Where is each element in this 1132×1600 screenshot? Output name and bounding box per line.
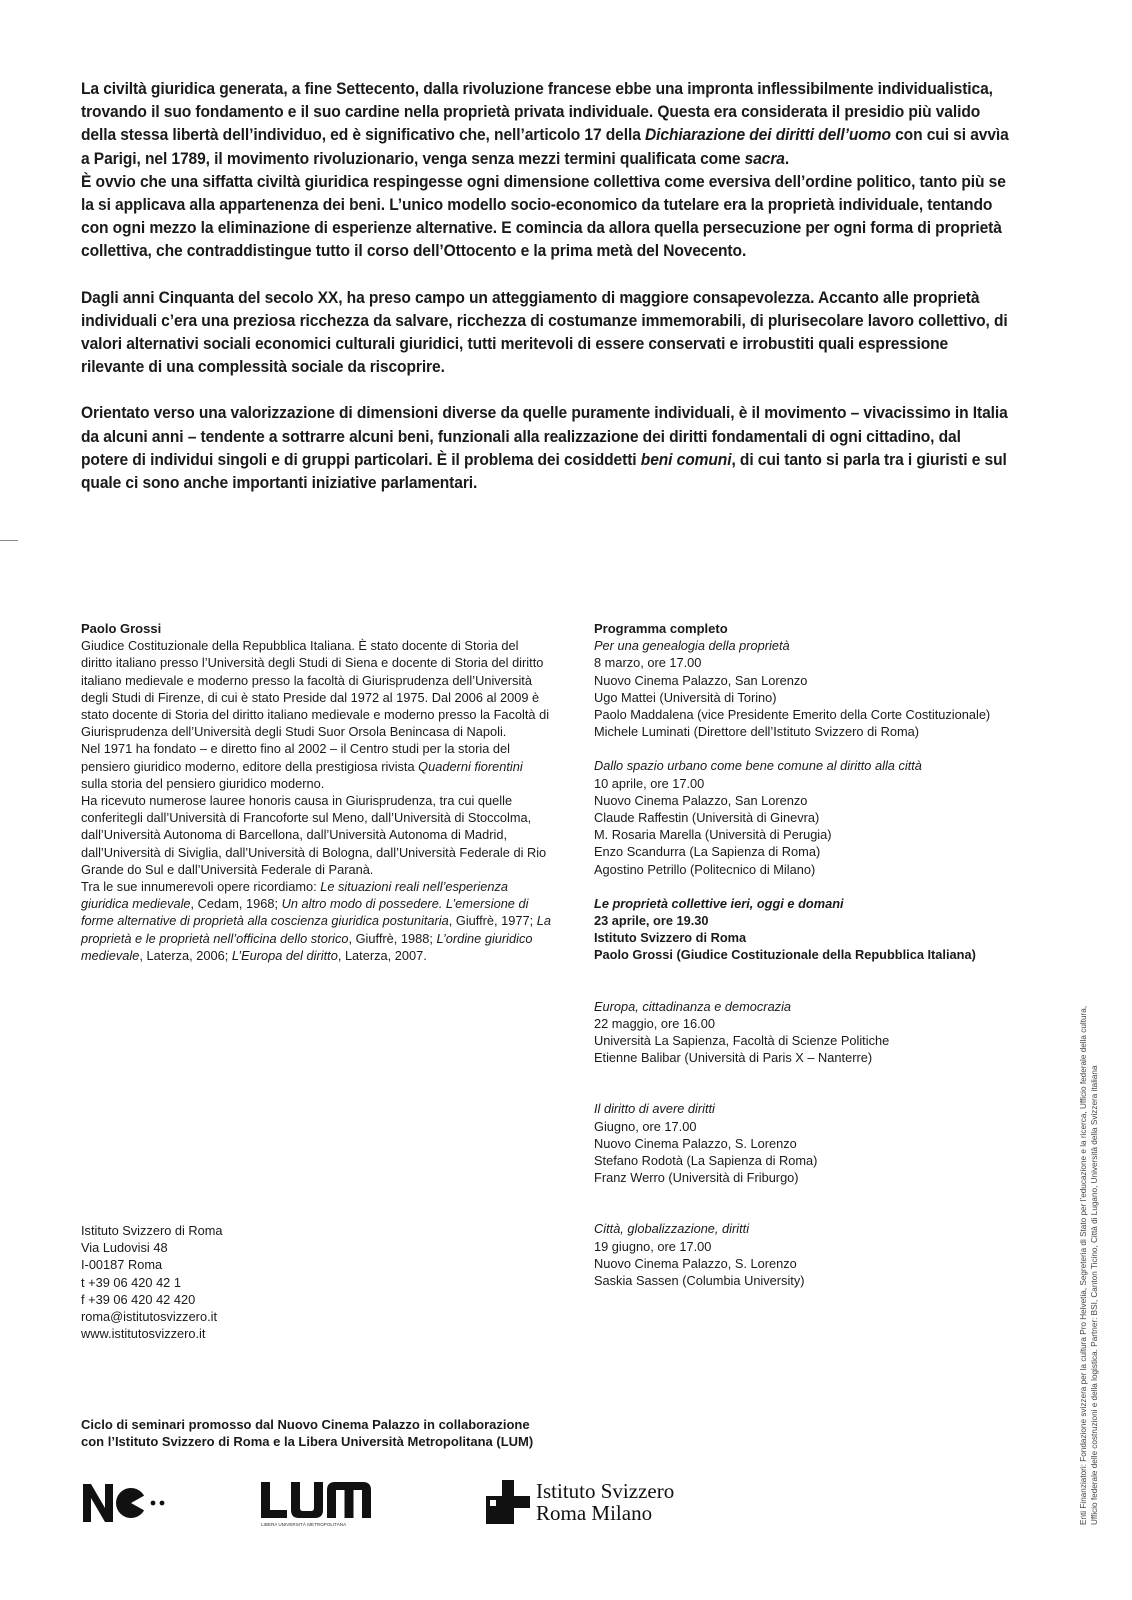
address-city: I-00187 Roma xyxy=(81,1257,163,1273)
event-date: 19 giugno, ore 17.00 xyxy=(594,1238,712,1254)
event-speaker: Etienne Balibar (Università di Paris X – Nanterre) xyxy=(594,1050,873,1066)
address-name: Istituto Svizzero di Roma xyxy=(81,1223,223,1238)
event-place: Università La Sapienza, Facoltà di Scienze Politiche xyxy=(594,1033,890,1049)
event-date: 23 aprile, ore 19.30 xyxy=(594,913,709,929)
event-place: Nuovo Cinema Palazzo, S. Lorenzo xyxy=(594,1255,797,1271)
event-place: Nuovo Cinema Palazzo, S. Lorenzo xyxy=(594,1135,797,1151)
event-speaker: Ugo Mattei (Università di Torino) xyxy=(594,689,777,705)
event-title: Dallo spazio urbano come bene comune al diritto alla città xyxy=(594,758,922,774)
event-speaker: Franz Werro (Università di Friburgo) xyxy=(594,1170,799,1186)
funding-credits xyxy=(1078,985,1100,1525)
event-speaker: Paolo Maddalena (vice Presidente Emerito della Corte Costituzionale) xyxy=(594,707,991,723)
program-event xyxy=(594,1100,1064,1186)
program-event xyxy=(594,1220,1064,1289)
partner-logos xyxy=(81,1478,761,1528)
address-email[interactable]: roma@istitutosvizzero.it xyxy=(81,1309,218,1325)
footer-line: Ciclo di seminari promosso dal Nuovo Cinema Palazzo in collaborazione xyxy=(81,1417,530,1432)
istituto-svizzero-name: Istituto Svizzero xyxy=(536,1479,675,1503)
credit-line: Ufficio federale delle costruzioni e della logistica. Partner: BSI, Canton Ticino, Città di Lugano, Università della Svizzera italiana xyxy=(1090,1065,1099,1525)
intro-paragraph-4: Orientato verso una valorizzazione di dimensioni diverse da quelle puramente individuali, è il movimento – vivacissimo in Italia da alcuni anni – tendente a sottrarre alcuni beni, funzionali alla realizzazione dei diritti fondamentali di ogni cittadino, dal potere di individui singoli e di gruppi particolari. È il problema dei cosiddetti beni comuni, di cui tanto si parla tra i giuristi e sul quale ci sono anche importanti iniziative parlamentari. xyxy=(81,404,1008,493)
program-event xyxy=(594,757,1064,877)
program xyxy=(594,620,1064,1289)
event-title: Città, globalizzazione, diritti xyxy=(594,1221,750,1237)
intro-paragraph-3: Dagli anni Cinquanta del secolo XX, ha preso campo un atteggiamento di maggiore consapevolezza. Accanto alle proprietà individuali c’era una preziosa ricchezza da salvare, ricchezza di costumanze immemorabili, di plurisecolare lavoro collettivo, di valori alternativi sociali economici culturali giuridici, tutti meritevoli di essere conservati e irrobustiti quali espressione rilevante di una complessità sociale da riscoprire. xyxy=(81,288,1008,377)
event-speaker: Michele Luminati (Direttore dell’Istituto Svizzero di Roma) xyxy=(594,724,920,740)
event-speaker: Agostino Petrillo (Politecnico di Milano) xyxy=(594,861,816,877)
event-title: Europa, cittadinanza e democrazia xyxy=(594,998,792,1014)
intro-paragraph-1: La civiltà giuridica generata, a fine Settecento, dalla rivoluzione francese ebbe una impronta inflessibilmente individualistica, trovando il suo fondamento e il suo cardine nella proprietà privata individuale. Questa era considerata il presidio più valido della stessa libertà dell’individuo, ed è significativo che, nell’articolo 17 della Dichiarazione dei diritti dell’uomo con cui si avvìa a Parigi, nel 1789, il movimento rivoluzionario, venga senza mezzi termini qualificata come sacra. xyxy=(81,80,1009,168)
event-date: 10 aprile, ore 17.00 xyxy=(594,775,705,791)
program-event xyxy=(594,637,1064,740)
contact-address xyxy=(81,1222,223,1342)
event-speaker: Claude Raffestin (Università di Ginevra) xyxy=(594,810,820,826)
event-place: Nuovo Cinema Palazzo, San Lorenzo xyxy=(594,792,808,808)
event-speaker: Saskia Sassen (Columbia University) xyxy=(594,1273,805,1289)
event-place: Istituto Svizzero di Roma xyxy=(594,930,747,946)
lum-logo xyxy=(259,1478,379,1528)
intro-text xyxy=(81,78,1012,518)
credit-line: Enti Finanziatori: Fondazione svizzera per la cultura Pro Helvetia, Segreteria di Stato per l’educazione e la ricerca, Ufficio federale della cultura, xyxy=(1079,1005,1088,1525)
istituto-svizzero-cities: Roma Milano xyxy=(536,1501,653,1525)
address-website[interactable]: www.istitutosvizzero.it xyxy=(81,1326,206,1342)
bio-text: Giudice Costituzionale della Repubblica Italiana. È stato docente di Storia del diritto italiano presso l’Università degli Studi di Siena e docente di Storia del diritto italiano medievale e moderno presso la facoltà di Giurisprudenza dell’Università degli Studi di Firenze, di cui è stato Preside dal 1972 al 1975. Dal 2006 al 2009 è stato docente di Storia del diritto italiano medievale e moderno presso la Facoltà di Giurisprudenza dell’Università degli Studi Suor Orsola Benincasa di Napoli. Nel 1971 ha fondato – e diretto fino al 2002 – il Centro studi per la storia del pensiero giuridico moderno, editore della prestigiosa rivista Quaderni fiorentini sulla storia del pensiero giuridico moderno. Ha ricevuto numerose lauree honoris causa in Giurisprudenza, tra cui quelle conferitegli dall’Università di Francoforte sul Meno, dall’Università di Stoccolma, dall’Università Autonoma di Barcellona, dall’Università Autonoma di Madrid, dall’Università di Siviglia, dall’Università di Bologna, dall’Università Federale di Rio Grande do Sul e dall’Università Federale di Paranà. Tra le sue innumerevoli opere ricordiamo: Le situazioni reali nell’esperienza giuridica medievale, Cedam, 1968; Un altro modo di possedere. L’emersione di forme alternative di proprietà alla coscienza giuridica postunitaria, Giuffrè, 1977; La proprietà e le proprietà nell’officina dello storico, Giuffrè, 1988; L’ordine giuridico medievale, Laterza, 2006; L’Europa del diritto, Laterza, 2007. xyxy=(81,638,551,963)
event-speaker: Paolo Grossi (Giudice Costituzionale della Repubblica Italiana) xyxy=(594,947,976,963)
istituto-svizzero-mark-icon xyxy=(486,1480,530,1524)
event-date: 8 marzo, ore 17.00 xyxy=(594,655,702,671)
footer-line: con l’Istituto Svizzero di Roma e la Libera Università Metropolitana (LUM) xyxy=(81,1434,534,1449)
margin-tick xyxy=(0,540,18,541)
bio-name: Paolo Grossi xyxy=(81,621,162,636)
event-speaker: Stefano Rodotà (La Sapienza di Roma) xyxy=(594,1153,818,1169)
istituto-svizzero-logo xyxy=(486,1480,746,1528)
event-title: Il diritto di avere diritti xyxy=(594,1101,715,1117)
event-place: Nuovo Cinema Palazzo, San Lorenzo xyxy=(594,672,808,688)
event-speaker: M. Rosaria Marella (Università di Perugia) xyxy=(594,827,832,843)
address-phone: t +39 06 420 42 1 xyxy=(81,1274,181,1290)
program-event-featured xyxy=(594,895,1064,964)
nuovo-cinema-palazzo-logo xyxy=(81,1478,171,1528)
event-title: Per una genealogia della proprietà xyxy=(594,638,790,654)
address-fax: f +39 06 420 42 420 xyxy=(81,1291,196,1307)
program-title: Programma completo xyxy=(594,621,728,636)
program-event xyxy=(594,998,1064,1067)
speaker-bio xyxy=(81,620,551,964)
event-date: Giugno, ore 17.00 xyxy=(594,1118,697,1134)
lum-caption: LIBERA UNIVERSITÀ METROPOLITANA xyxy=(261,1522,347,1527)
event-title: Le proprietà collettive ieri, oggi e domani xyxy=(594,895,844,911)
intro-paragraph-2: È ovvio che una siffatta civiltà giuridica respingesse ogni dimensione collettiva come eversiva dell’ordine politico, tanto più se la si applicava alla appartenenza dei beni. L’unico modello socio-economico da tutelare era la proprietà individuale, tentando con ogni mezzo la eliminazione di esperienze alternative. E comincia da allora quella persecuzione per ogni forma di proprietà collettiva, che contraddistingue tutto il corso dell’Ottocento e la prima metà del Novecento. xyxy=(81,172,1006,261)
event-date: 22 maggio, ore 16.00 xyxy=(594,1015,715,1031)
event-speaker: Enzo Scandurra (La Sapienza di Roma) xyxy=(594,844,821,860)
address-street: Via Ludovisi 48 xyxy=(81,1240,168,1256)
footer-note xyxy=(81,1416,601,1450)
